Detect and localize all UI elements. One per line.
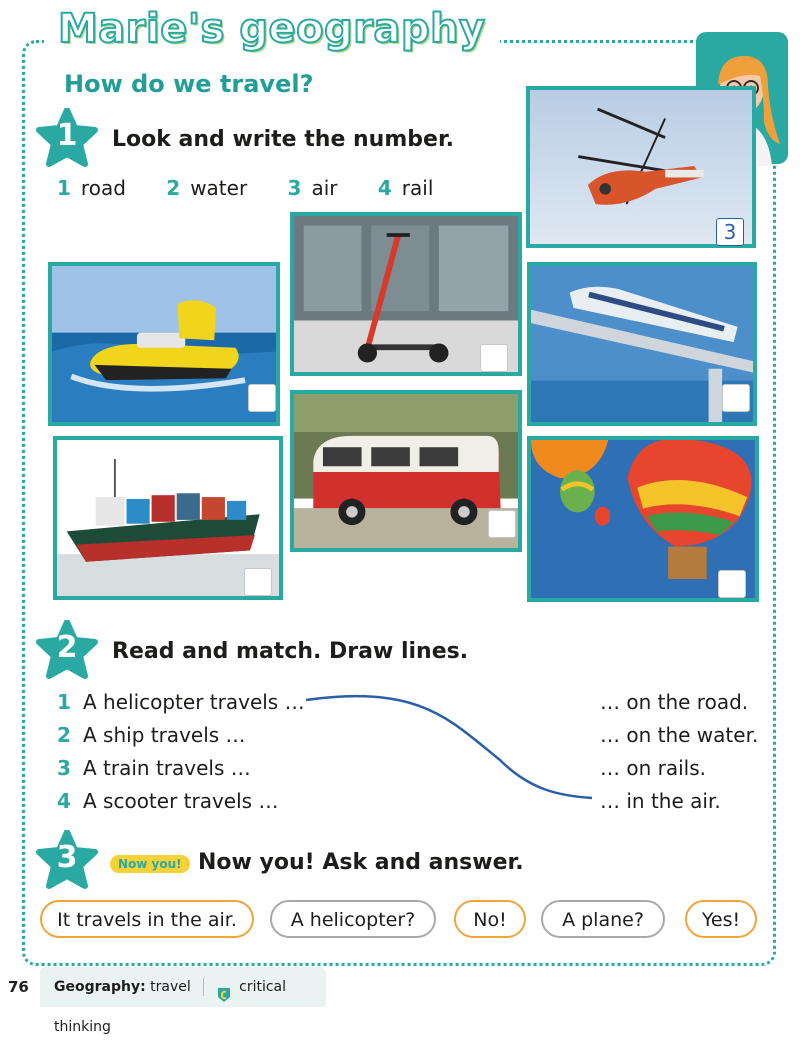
section-2-instruction: Read and match. Draw lines. xyxy=(112,639,469,664)
page-title: Marie's geography xyxy=(44,6,500,54)
match-right-item: … on rails. xyxy=(600,756,706,780)
transport-legend xyxy=(57,176,467,200)
answer-box-scooter[interactable] xyxy=(480,344,508,372)
page-subtitle: How do we travel? xyxy=(64,70,314,98)
answer-box-monorail[interactable] xyxy=(722,384,750,412)
speech-bubble: A helicopter? xyxy=(270,900,436,938)
speech-bubble: Yes! xyxy=(685,900,757,938)
section-1-instruction: Look and write the number. xyxy=(112,127,455,152)
step-1-badge: 1 xyxy=(36,108,98,170)
match-left-item: 1 A helicopter travels … xyxy=(57,690,305,714)
speech-bubble: No! xyxy=(454,900,526,938)
legend-item: 4 rail xyxy=(377,176,434,200)
now-you-badge: Now you! xyxy=(110,855,190,873)
legend-item: 1 road xyxy=(57,176,126,200)
match-left-item: 4 A scooter travels … xyxy=(57,789,279,813)
footer-topic: travel xyxy=(150,979,191,995)
answer-box-van[interactable] xyxy=(488,510,516,538)
step-2-badge: 2 xyxy=(36,620,98,682)
footer-divider xyxy=(203,978,204,996)
answer-box-balloons[interactable] xyxy=(718,570,746,598)
match-right-item: … in the air. xyxy=(600,789,721,813)
match-right-column xyxy=(600,686,758,818)
footer-skill: critical thinking xyxy=(54,979,287,1035)
match-right-item: … on the water. xyxy=(600,723,759,747)
match-right-item: … on the road. xyxy=(600,690,749,714)
speech-bubble: A plane? xyxy=(541,900,665,938)
answer-box-ship[interactable] xyxy=(244,568,272,596)
match-line xyxy=(300,690,600,810)
legend-item: 2 water xyxy=(166,176,248,200)
match-left-column xyxy=(57,686,305,818)
speech-bubble: It travels in the air. xyxy=(40,900,254,938)
match-left-item: 2 A ship travels … xyxy=(57,723,246,747)
match-left-item: 3 A train travels … xyxy=(57,756,251,780)
step-3-badge: 3 xyxy=(36,830,98,892)
photo-hovercraft xyxy=(48,262,280,426)
legend-item: 3 air xyxy=(287,176,338,200)
page-number: 76 xyxy=(8,978,29,996)
critical-thinking-icon xyxy=(217,979,231,995)
answer-box-hovercraft[interactable] xyxy=(248,384,276,412)
footer-bar xyxy=(40,967,326,1035)
footer-subject: Geography: xyxy=(54,979,146,995)
answer-box-helicopter[interactable]: 3 xyxy=(716,218,744,246)
section-3-instruction: Now you! Ask and answer. xyxy=(198,850,524,875)
